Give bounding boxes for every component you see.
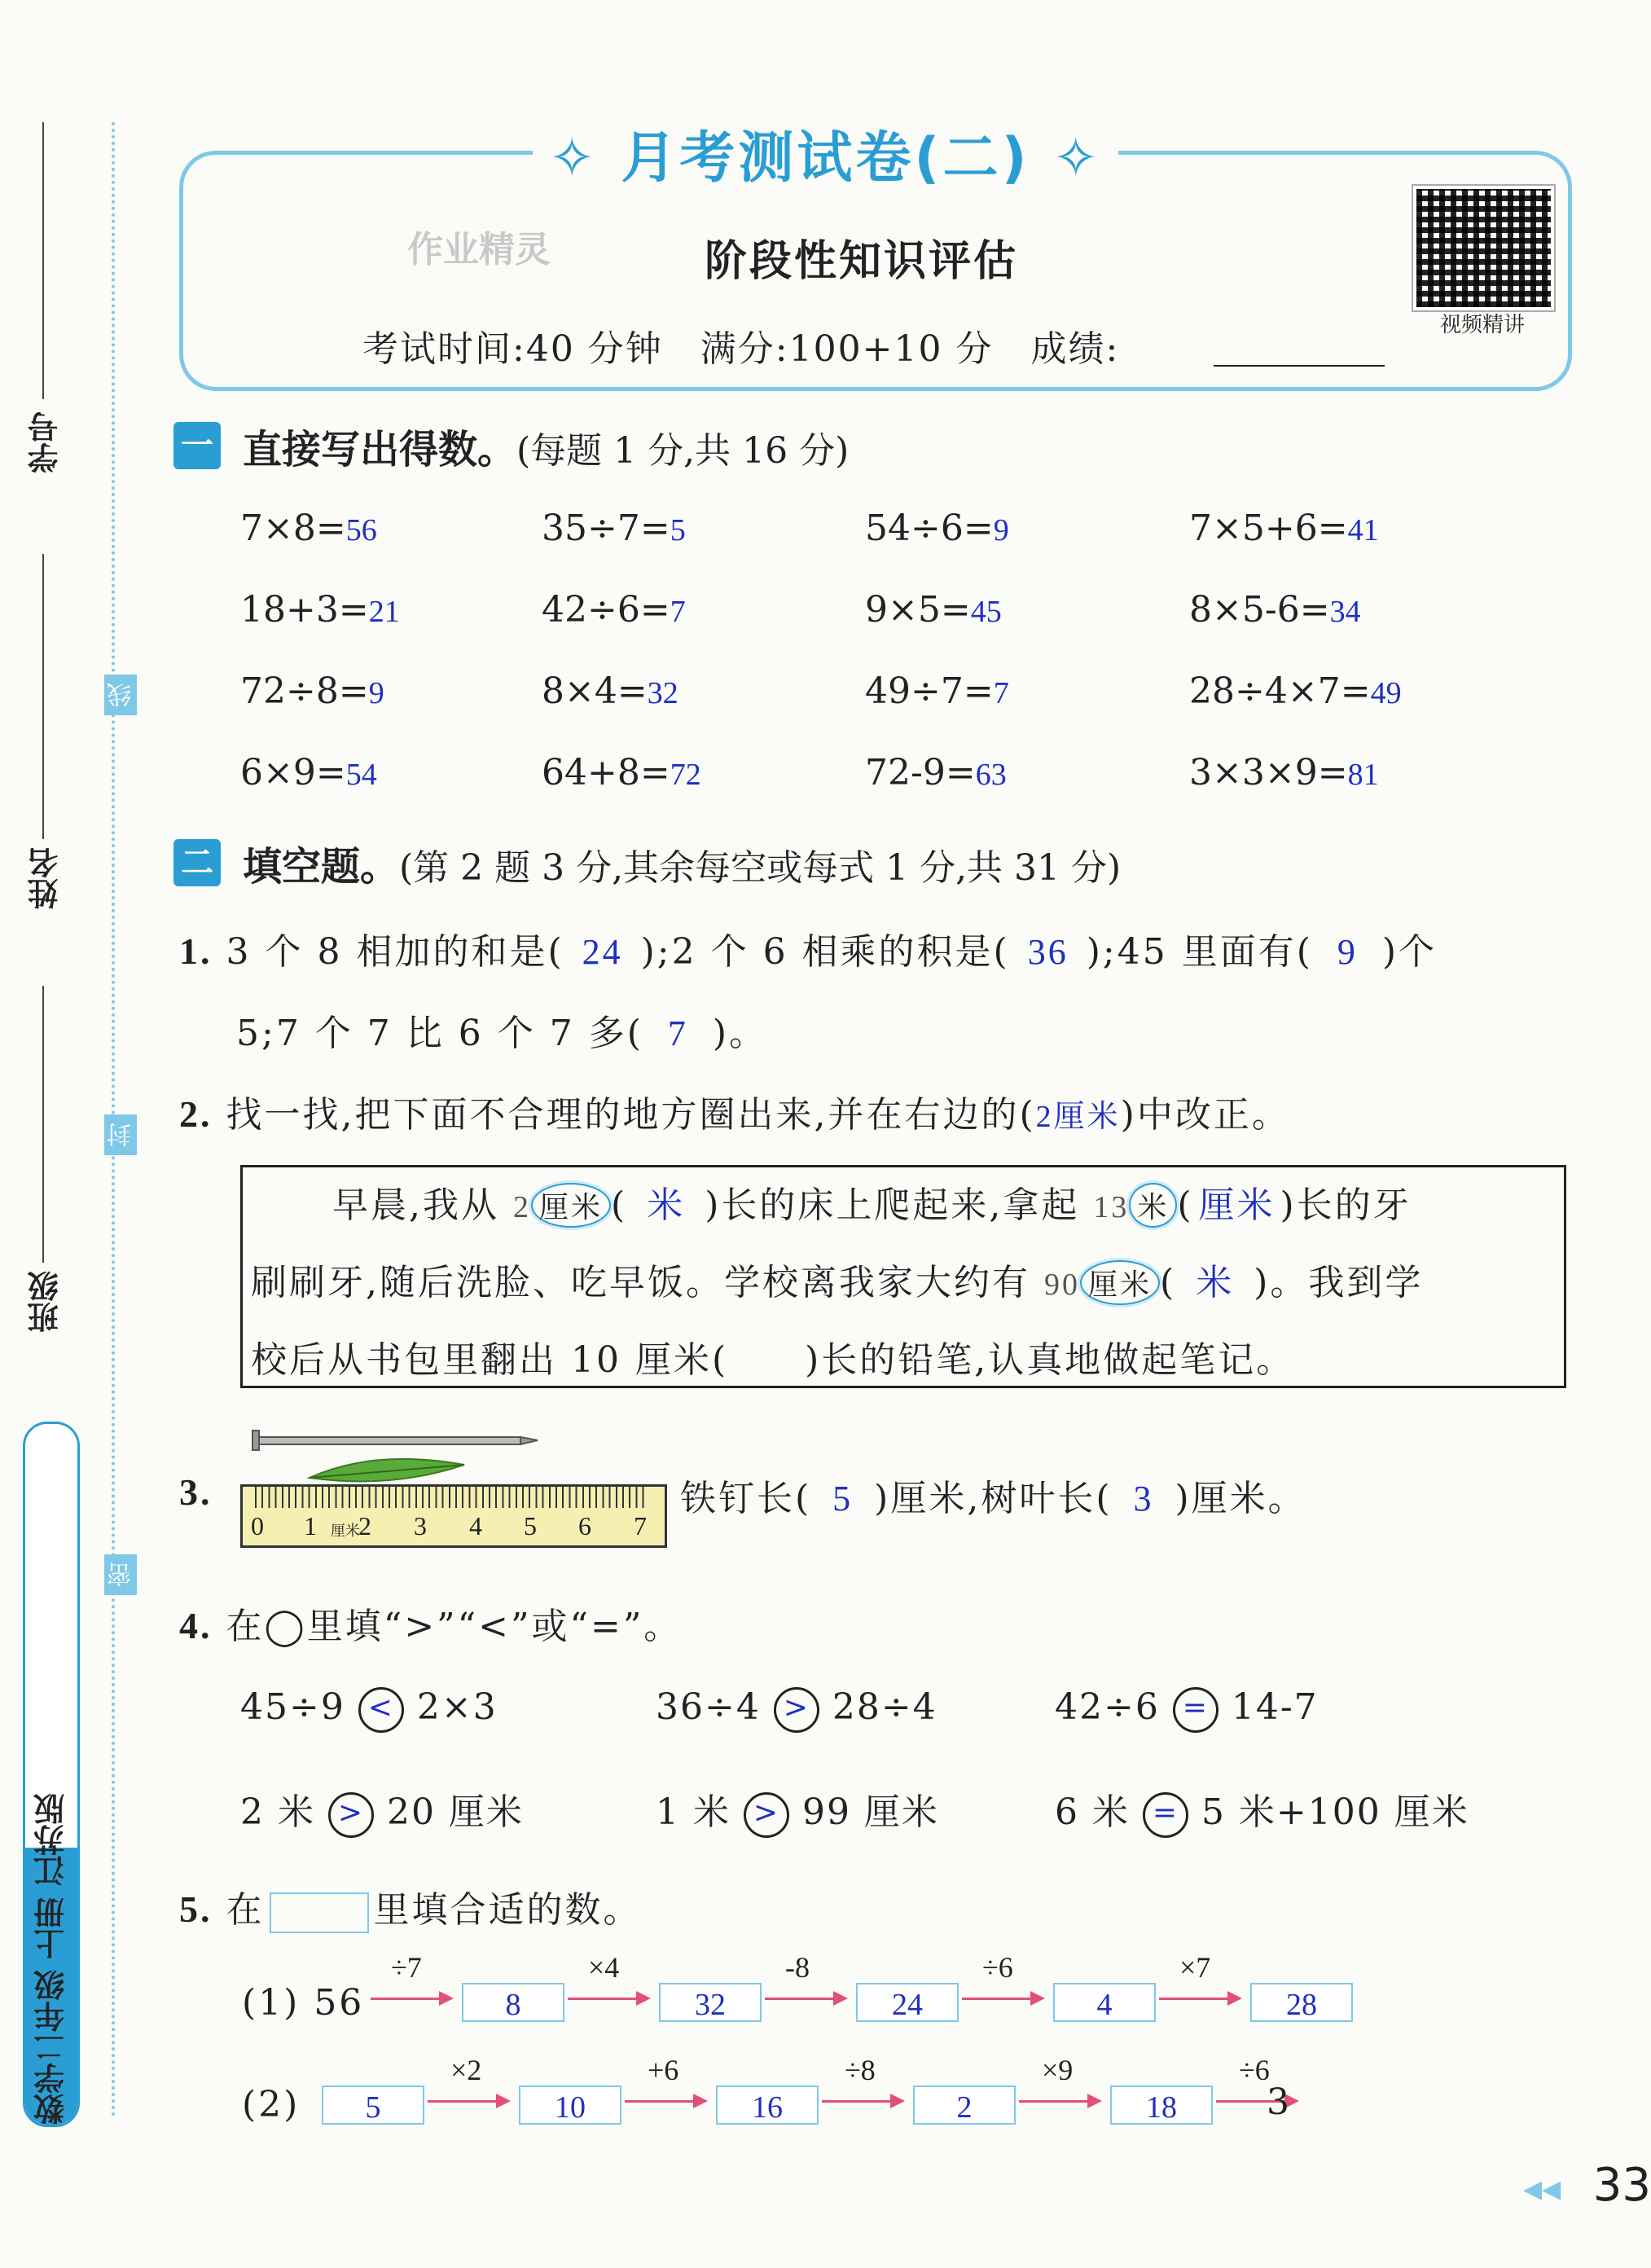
chain-box[interactable]: 5 bbox=[322, 2086, 424, 2125]
calc-expression: 28÷4×7= bbox=[1189, 670, 1371, 712]
compare-left: 2 米 bbox=[240, 1791, 328, 1833]
calc-expression: 35÷7= bbox=[542, 508, 670, 549]
ruler-label: 6 bbox=[578, 1511, 591, 1541]
cut-tag-seal: 封 bbox=[104, 1114, 137, 1155]
chain-arrow bbox=[1159, 1998, 1239, 2000]
chain-arrow bbox=[962, 1998, 1042, 2000]
compare-circle[interactable]: = bbox=[1143, 1792, 1188, 1838]
section-number: 一 bbox=[173, 422, 221, 469]
calc-answer: 81 bbox=[1347, 758, 1379, 792]
chain-2-label: (2) bbox=[242, 2084, 301, 2125]
question-3-text: 铁钉长( 5 )厘米,树叶长( 3 )厘米。 bbox=[680, 1478, 1306, 1519]
calc-item bbox=[865, 752, 1007, 793]
story-line-1: 早晨,我从 2 厘米 ( 米 )长的床上爬起来,拿起 13 米 ( 厘米 )长的牙 bbox=[332, 1185, 1412, 1226]
question-1-line-2: 5;7 个 7 比 6 个 7 多( 7 )。 bbox=[236, 1013, 768, 1054]
chain-box[interactable]: 16 bbox=[716, 2086, 819, 2125]
binding-line bbox=[42, 554, 44, 839]
compare-circle[interactable]: = bbox=[1173, 1687, 1218, 1733]
ruler bbox=[240, 1484, 667, 1548]
answer: 5 bbox=[832, 1479, 854, 1519]
compare-item bbox=[240, 1686, 498, 1733]
page-title: ✧ 月考测试卷(二) ✧ bbox=[0, 114, 1651, 193]
watermark-logo: 作业精灵 bbox=[407, 229, 551, 270]
book-spine bbox=[23, 1422, 80, 2127]
calc-answer: 45 bbox=[970, 595, 1002, 629]
answer: 7 bbox=[667, 1013, 688, 1053]
calc-item bbox=[542, 752, 701, 793]
chain-box[interactable]: 28 bbox=[1250, 1983, 1353, 2022]
page-number: 33 bbox=[1592, 2159, 1651, 2212]
chain-op: -8 bbox=[785, 1951, 810, 1984]
calc-expression: 64+8= bbox=[542, 752, 670, 793]
section-title: 填空题。(第 2 题 3 分,其余每空或每式 1 分,共 31 分) bbox=[243, 844, 1122, 890]
name-label: 姓名 bbox=[28, 847, 64, 909]
chain-box[interactable]: 18 bbox=[1110, 2086, 1213, 2125]
page-subtitle: 阶段性知识评估 bbox=[705, 237, 1019, 286]
chain-box[interactable]: 10 bbox=[519, 2086, 621, 2125]
chain-op: ×2 bbox=[450, 2054, 482, 2086]
question-4-prompt: 4. 在◯里填“>”“<”或“=”。 bbox=[179, 1605, 683, 1647]
calc-expression: 7×5+6= bbox=[1189, 508, 1348, 549]
calc-item bbox=[542, 670, 678, 712]
ruler-label: 4 bbox=[469, 1511, 482, 1541]
compare-item bbox=[656, 1686, 937, 1733]
chain-arrow bbox=[371, 1998, 450, 2000]
answer: 米 bbox=[1196, 1263, 1235, 1303]
calc-answer: 21 bbox=[368, 595, 400, 629]
story-box bbox=[240, 1165, 1566, 1388]
calc-item bbox=[865, 670, 1009, 712]
calc-item bbox=[240, 589, 400, 631]
calc-item bbox=[542, 589, 686, 631]
story-line-2: 刷刷牙,随后洗脸、吃早饭。学校离我家大约有 90 厘米 ( 米 )。我到学 bbox=[251, 1262, 1424, 1303]
compare-left: 6 米 bbox=[1055, 1791, 1143, 1833]
binding-line bbox=[42, 986, 44, 1263]
chain-arrow bbox=[765, 1998, 845, 2000]
answer: 米 bbox=[647, 1185, 686, 1225]
chain-op: ×4 bbox=[588, 1951, 620, 1984]
circled-error: 厘米 bbox=[531, 1183, 611, 1228]
question-5-prompt: 5. 在 里填合适的数。 bbox=[179, 1880, 642, 1933]
chain-op: ÷6 bbox=[982, 1951, 1013, 1984]
calc-answer: 9 bbox=[368, 676, 384, 710]
calc-expression: 7×8= bbox=[240, 508, 346, 549]
calc-expression: 6×9= bbox=[240, 752, 346, 793]
student-no-label: 学号 bbox=[28, 411, 64, 473]
calc-answer: 7 bbox=[670, 595, 686, 629]
compare-left: 42÷6 bbox=[1055, 1686, 1173, 1728]
ruler-label: 2 bbox=[358, 1511, 371, 1541]
page-arrow-icon: ◀◀ bbox=[1523, 2175, 1561, 2204]
calc-answer: 54 bbox=[345, 758, 377, 792]
chain-2-end-value: 3 bbox=[1267, 2081, 1292, 2123]
compare-item bbox=[240, 1782, 524, 1838]
chain-op: ÷7 bbox=[391, 1951, 422, 1984]
compare-right: 14-7 bbox=[1218, 1686, 1319, 1728]
circled-error: 米 bbox=[1129, 1183, 1177, 1228]
calc-item bbox=[1189, 670, 1402, 712]
ruler-label: 厘米 bbox=[331, 1523, 360, 1539]
calc-expression: 18+3= bbox=[240, 589, 369, 631]
compare-right: 28÷4 bbox=[819, 1686, 937, 1728]
spine-grade: 数学二年级 上册 江苏版 bbox=[33, 1793, 70, 2125]
ruler-label: 5 bbox=[524, 1511, 537, 1541]
chain-arrow bbox=[625, 2100, 705, 2103]
calc-item bbox=[1189, 508, 1379, 549]
compare-right: 99 厘米 bbox=[788, 1791, 939, 1833]
answer: 2厘米 bbox=[1035, 1100, 1121, 1134]
calc-answer: 41 bbox=[1347, 513, 1379, 547]
compare-item bbox=[1055, 1782, 1469, 1838]
section-title: 直接写出得数。(每题 1 分,共 16 分) bbox=[243, 427, 850, 472]
answer: 24 bbox=[582, 932, 623, 972]
answer: 36 bbox=[1027, 932, 1069, 972]
answer: 3 bbox=[1133, 1479, 1154, 1519]
compare-left: 45÷9 bbox=[240, 1686, 358, 1728]
calc-answer: 34 bbox=[1329, 595, 1361, 629]
ruler-label: 0 bbox=[251, 1511, 264, 1541]
calc-item bbox=[240, 752, 377, 793]
chain-op: ÷6 bbox=[1239, 2054, 1270, 2086]
compare-circle[interactable]: > bbox=[774, 1687, 819, 1733]
nail-and-leaf-illustration bbox=[244, 1426, 554, 1491]
chain-box[interactable]: 4 bbox=[1053, 1983, 1156, 2022]
calc-answer: 63 bbox=[975, 758, 1007, 792]
question-3-number: 3. bbox=[179, 1471, 213, 1513]
calc-answer: 9 bbox=[993, 513, 1009, 547]
chain-op: +6 bbox=[648, 2054, 679, 2086]
section-number: 二 bbox=[173, 839, 221, 886]
chain-box[interactable]: 32 bbox=[659, 1983, 762, 2022]
chain-op: ×9 bbox=[1042, 2054, 1074, 2086]
calc-expression: 72-9= bbox=[865, 752, 976, 793]
chain-arrow bbox=[1019, 2100, 1099, 2103]
ruler-label: 7 bbox=[634, 1511, 647, 1541]
compare-left: 1 米 bbox=[656, 1791, 744, 1833]
qr-code[interactable] bbox=[1413, 186, 1554, 310]
compare-item bbox=[656, 1782, 939, 1838]
calc-expression: 9×5= bbox=[865, 589, 971, 631]
calc-answer: 72 bbox=[670, 758, 701, 792]
compare-right: 5 米+100 厘米 bbox=[1188, 1791, 1469, 1833]
calc-expression: 42÷6= bbox=[542, 589, 670, 631]
question-1-line-1: 1. 3 个 8 相加的和是( 24 );2 个 6 相乘的积是( 36 );45 里面有( 9 )个 bbox=[179, 930, 1438, 973]
compare-right: 20 厘米 bbox=[373, 1791, 524, 1833]
calc-expression: 3×3×9= bbox=[1189, 752, 1348, 793]
calc-expression: 8×4= bbox=[542, 670, 648, 712]
chain-1-label: (1) 56 bbox=[242, 1982, 365, 2024]
story-line-3: 校后从书包里翻出 10 厘米( )长的铅笔,认真地做起笔记。 bbox=[251, 1339, 1295, 1381]
cut-tag-line: 线 bbox=[104, 675, 137, 715]
compare-right: 2×3 bbox=[403, 1686, 498, 1728]
compare-item bbox=[1055, 1686, 1319, 1733]
ruler-label: 3 bbox=[414, 1511, 427, 1541]
calc-answer: 56 bbox=[345, 513, 377, 547]
chain-arrow bbox=[822, 2100, 902, 2103]
chain-arrow bbox=[428, 2100, 507, 2103]
spine-brand: 亮点给力大试卷 bbox=[33, 1484, 70, 1701]
calc-expression: 8×5-6= bbox=[1189, 589, 1330, 631]
compare-left: 36÷4 bbox=[656, 1686, 774, 1728]
calc-answer: 49 bbox=[1370, 676, 1402, 710]
calc-answer: 32 bbox=[647, 676, 678, 710]
calc-answer: 5 bbox=[670, 513, 686, 547]
chain-box[interactable]: 24 bbox=[856, 1983, 959, 2022]
chain-op: ÷8 bbox=[845, 2054, 876, 2086]
answer: 9 bbox=[1337, 932, 1358, 972]
calc-item bbox=[240, 670, 384, 712]
class-label: 班级 bbox=[28, 1271, 64, 1333]
calc-item bbox=[865, 508, 1009, 549]
calc-expression: 49÷7= bbox=[865, 670, 994, 712]
score-blank[interactable] bbox=[1214, 365, 1385, 367]
chain-box[interactable]: 8 bbox=[462, 1983, 564, 2022]
cut-tag-secret: 密 bbox=[104, 1554, 137, 1595]
compare-circle[interactable]: > bbox=[744, 1792, 789, 1838]
calc-item bbox=[1189, 752, 1379, 793]
qr-label: 视频精讲 bbox=[1439, 313, 1525, 337]
calc-item bbox=[542, 508, 686, 549]
compare-circle[interactable]: < bbox=[358, 1687, 404, 1733]
chain-box[interactable]: 2 bbox=[913, 2086, 1016, 2125]
compare-circle[interactable]: > bbox=[328, 1792, 374, 1838]
calc-item bbox=[865, 589, 1002, 631]
calc-answer: 7 bbox=[993, 676, 1009, 710]
answer: 厘米 bbox=[1198, 1185, 1276, 1225]
chain-op: ×7 bbox=[1179, 1951, 1211, 1984]
calc-expression: 54÷6= bbox=[865, 508, 994, 549]
ruler-label: 1 bbox=[304, 1511, 317, 1541]
circled-error: 厘米 bbox=[1080, 1260, 1160, 1305]
calc-item bbox=[240, 508, 377, 549]
question-2-prompt: 2. 找一找,把下面不合理的地方圈出来,并在右边的(2厘米)中改正。 bbox=[179, 1093, 1290, 1136]
calc-expression: 72÷8= bbox=[240, 670, 369, 712]
chain-arrow bbox=[568, 1998, 648, 2000]
calc-item bbox=[1189, 589, 1361, 631]
exam-info: 考试时间:40 分钟 满分:100+10 分 成绩: bbox=[362, 328, 1120, 370]
